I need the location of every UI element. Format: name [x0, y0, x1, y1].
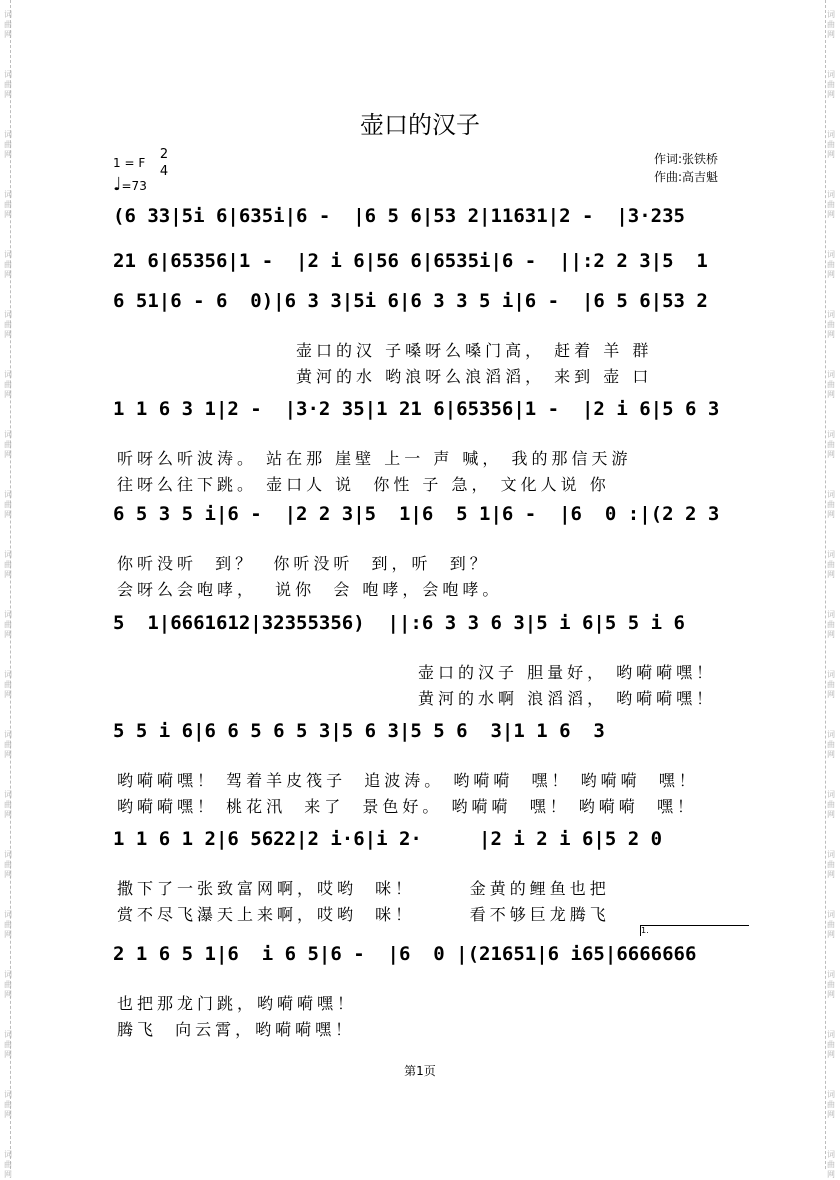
watermark-text: 词曲网 [4, 430, 12, 459]
notation-system-6: 5 1|6661612|32355356) ||:6 3 3 6 3|5 i 6|5 5 i 6 [113, 612, 685, 634]
watermark-text: 词曲网 [827, 610, 835, 639]
watermark-text: 词曲网 [827, 1030, 835, 1059]
watermark-text: 词曲网 [827, 130, 835, 159]
time-signature-bottom: 4 [159, 164, 169, 179]
watermark-text: 词曲网 [4, 1150, 12, 1179]
watermark-text: 词曲网 [4, 130, 12, 159]
lyric-line: 哟嗬嗬嘿！ 驾着羊皮筏子 追波涛。 哟嗬嗬 嘿！ 哟嗬嗬 嘿！ [117, 771, 699, 790]
watermark-text: 词曲网 [4, 10, 12, 39]
time-signature [158, 146, 170, 180]
watermark-text: 词曲网 [4, 190, 12, 219]
lyric-line: 你听没听 到？ 你听没听 到，听 到？ [117, 554, 490, 573]
watermark-text: 词曲网 [4, 670, 12, 699]
lyric-line: 撒下了一张致富网啊，哎哟 咪！ 金黄的鲤鱼也把 [117, 879, 610, 898]
lyric-line: 会呀么会咆哮， 说你 会 咆哮，会咆哮。 [117, 580, 503, 599]
lyric-line: 也把那龙门跳，哟嗬嗬嘿！ [117, 994, 358, 1013]
tempo-value: =73 [121, 179, 147, 193]
lyric-line: 往呀么往下跳。 壶口人 说 你性 子 急， 文化人说 你 [117, 475, 610, 494]
lyric-line: 黄河的水啊 浪滔滔， 哟嗬嗬嘿！ [418, 689, 717, 708]
watermark-text: 词曲网 [827, 430, 835, 459]
watermark-text: 词曲网 [827, 670, 835, 699]
notation-system-1: (6 33|5i 6|635i|6 - |6 5 6|53 2|11631|2 - |3·235 [113, 205, 685, 227]
volta-bracket [640, 925, 749, 936]
watermark-text: 词曲网 [4, 490, 12, 519]
watermark-text: 词曲网 [827, 730, 835, 759]
notation-system-3: 6 51|6 - 6 0)|6 3 3|5i 6|6 3 3 5 i|6 - |6 5 6|53 2 [113, 290, 708, 312]
watermark-text: 词曲网 [827, 490, 835, 519]
watermark-text: 词曲网 [4, 310, 12, 339]
watermark-text: 词曲网 [827, 790, 835, 819]
lyric-line: 黄河的水 哟浪呀么浪滔滔， 来到 壶 口 [296, 367, 653, 386]
quarter-note-icon: ♩ [113, 174, 122, 195]
watermark-text: 词曲网 [827, 310, 835, 339]
lyric-line: 腾飞 向云霄，哟嗬嗬嘿！ [117, 1020, 356, 1039]
key-signature: 1 = F [113, 156, 146, 170]
notation-system-2: 21 6|65356|1 - |2 i 6|56 6|6535i|6 - ||:2 2 3|5 1 [113, 250, 708, 272]
watermark-text: 词曲网 [827, 850, 835, 879]
watermark-text: 词曲网 [4, 1090, 12, 1119]
lyricist: 作词:张铁桥 [654, 152, 719, 166]
watermark-text: 词曲网 [827, 250, 835, 279]
time-signature-top: 2 [159, 147, 169, 162]
notation-system-5: 6 5 3 5 i|6 - |2 2 3|5 1|6 5 1|6 - |6 0 :|(2 2 3 [113, 503, 720, 525]
watermark-text: 词曲网 [4, 550, 12, 579]
watermark-text: 词曲网 [827, 970, 835, 999]
watermark-text: 词曲网 [4, 850, 12, 879]
watermark-text: 词曲网 [4, 610, 12, 639]
watermark-text: 词曲网 [827, 190, 835, 219]
notation-system-4: 1 1 6 3 1|2 - |3·2 35|1 21 6|65356|1 - |2 i 6|5 6 3 [113, 398, 720, 420]
watermark-text: 词曲网 [4, 1030, 12, 1059]
watermark-text: 词曲网 [827, 910, 835, 939]
notation-system-7: 5 5 i 6|6 6 5 6 5 3|5 6 3|5 5 6 3|1 1 6 3 [113, 720, 605, 742]
lyric-line: 壶口的汉子 胆量好， 哟嗬嗬嘿！ [418, 663, 717, 682]
watermark-text: 词曲网 [827, 550, 835, 579]
lyric-line: 哟嗬嗬嘿！ 桃花汛 来了 景色好。 哟嗬嗬 嘿！ 哟嗬嗬 嘿！ [117, 797, 697, 816]
composer: 作曲:高吉魁 [654, 170, 719, 184]
watermark-text: 词曲网 [4, 250, 12, 279]
watermark-text: 词曲网 [827, 1150, 835, 1179]
tempo-marking [113, 174, 147, 195]
watermark-text: 词曲网 [4, 910, 12, 939]
watermark-text: 词曲网 [827, 70, 835, 99]
volta-label: 1. [641, 926, 649, 935]
watermark-text: 词曲网 [4, 970, 12, 999]
watermark-text: 词曲网 [827, 1090, 835, 1119]
lyric-line: 壶口的汉 子嗓呀么嗓门高， 赶着 羊 群 [296, 341, 653, 360]
watermark-text: 词曲网 [827, 10, 835, 39]
page-number: 第1页 [404, 1064, 436, 1078]
watermark-text: 词曲网 [827, 370, 835, 399]
watermark-text: 词曲网 [4, 370, 12, 399]
lyric-line: 赏不尽飞瀑天上来啊，哎哟 咪！ 看不够巨龙腾飞 [117, 905, 610, 924]
watermark-text: 词曲网 [4, 730, 12, 759]
watermark-text: 词曲网 [4, 790, 12, 819]
notation-system-8: 1 1 6 1 2|6 5622|2 i·6|i 2· |2 i 2 i 6|5 2 0 [113, 828, 663, 850]
watermark-text: 词曲网 [4, 70, 12, 99]
notation-system-9: 2 1 6 5 1|6 i 6 5|6 - |6 0 |(21651|6 i65|6666666 [113, 943, 697, 965]
credits [654, 150, 718, 186]
lyric-line: 听呀么听波涛。 站在那 崖壁 上一 声 喊， 我的那信天游 [117, 449, 632, 468]
song-title: 壶口的汉子 [360, 111, 480, 139]
